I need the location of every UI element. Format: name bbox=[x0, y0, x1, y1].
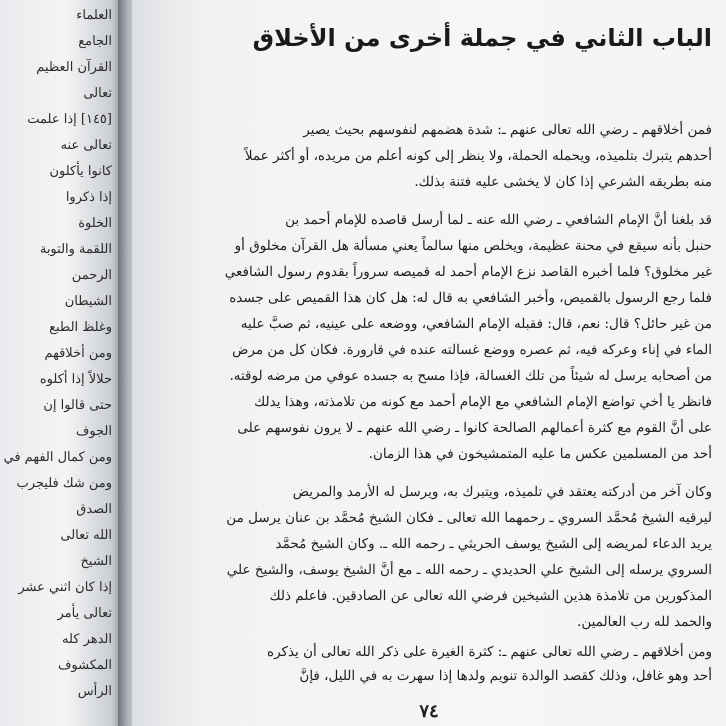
text-line: أحد من المسلمين عكس ما عليه المتمشيخون في هذا الزمان. bbox=[368, 446, 712, 462]
left-page-line: ومن أخلاقهم bbox=[44, 346, 112, 361]
text-line: على أنَّ القوم مع كثرة أعمالهم الصالحة كانوا ـ رضي الله عنهم ـ لا يرون نفوسهم على bbox=[237, 420, 712, 436]
text-line: منه بطريقه الشرعي إذا كان لا يخشى عليه فتنة بذلك. bbox=[414, 174, 712, 190]
left-page-line: القرآن العظيم bbox=[36, 60, 112, 75]
left-page-line: إذا ذكروا bbox=[65, 190, 112, 205]
left-page-line: الجامع bbox=[78, 34, 112, 49]
left-page bbox=[0, 0, 122, 726]
text-line: الماء في إناء وعركه فيه، ثم عصره ووضع غسالته عنده في قارورة. فكان كل من مرض bbox=[232, 342, 712, 358]
text-line: فلما رجع الرسول بالقميص، وأخبر الشافعي به قال له: هل كان هذا القميص على جسده bbox=[229, 290, 712, 306]
left-page-line: ومن شك فليجرب bbox=[16, 476, 112, 491]
left-page-line: كانوا يأكلون bbox=[49, 164, 112, 179]
text-line: ليرقيه الشيخ مُحمَّد السروي ـ رحمهما الله تعالى ـ فكان الشيخ مُحمَّد بن عنان يرسل من bbox=[226, 510, 712, 526]
text-line: أحدهم يتبرك بتلميذه، ويحمله الحملة، ولا ينظر إلى كونه أعلم من مريده، أو أكثر عملاً bbox=[244, 148, 712, 164]
left-page-line: العلماء bbox=[76, 8, 112, 23]
text-line: ومن أخلاقهم ـ رضي الله تعالى عنهم ـ: كثرة الغيرة على ذكر الله تعالى أن يذكره bbox=[267, 644, 712, 660]
left-page-line: حتى قالوا إن bbox=[43, 398, 112, 413]
text-line: فانظر يا أخي تواضع الإمام الشافعي مع الإمام أحمد مع كونه من تلامذته، وهذا يدلك bbox=[254, 394, 712, 410]
left-page-line: ومن كمال الفهم في bbox=[3, 450, 112, 465]
left-page-line: اللقمة والتوبة bbox=[39, 242, 112, 257]
left-page-line: تعالى bbox=[83, 86, 112, 101]
text-line: أحد وهو غافل، وذلك كقصد الوالدة تنويم ولدها إذا سهرت به في الليل، فإنَّ bbox=[299, 668, 712, 684]
text-line: غير مخلوق؟ فلما أخبره القاصد نزع الإمام أحمد له قميصه سروراً بقدوم رسول الشافعي bbox=[224, 264, 712, 280]
text-line: والحمد لله رب العالمين. bbox=[577, 614, 712, 630]
chapter-title: الباب الثاني في جملة أخرى من الأخلاق bbox=[252, 24, 712, 52]
left-page-line: حلالاً إذا أكلوه bbox=[39, 372, 112, 387]
left-page-line: الصدق bbox=[76, 502, 112, 517]
text-line: المذكورين من تلامذة هذين الشيخين فرضي الله تعالى عن الصادقين. فاعلم ذلك bbox=[269, 588, 712, 604]
left-page-line: وغلظ الطبع bbox=[49, 320, 112, 335]
right-page bbox=[132, 0, 726, 726]
left-page-line: [١٤٥] إذا علمت bbox=[27, 112, 112, 127]
page-number: ٧٤ bbox=[419, 701, 439, 722]
text-line: السروي يرسله إلى الشيخ علي الحديدي ـ رحمه الله ـ مع أنَّ الشيخ يوسف، والشيخ علي bbox=[226, 562, 712, 578]
text-line: فمن أخلاقهم ـ رضي الله تعالى عنهم ـ: شدة هضمهم لنفوسهم بحيث يصير bbox=[303, 122, 712, 138]
text-line: من غير حائل؟ قال: نعم، قال: فقبله الإمام الشافعي، ووضعه على عينيه، ثم صبَّ عليه bbox=[240, 316, 712, 332]
left-page-line: الله تعالى bbox=[60, 528, 112, 543]
left-page-line: الدهر كله bbox=[61, 632, 112, 647]
left-page-line: الخلوة bbox=[78, 216, 112, 231]
left-page-line: المكشوف bbox=[57, 658, 112, 673]
left-page-line: تعالى عنه bbox=[60, 138, 112, 153]
text-line: يريد الدعاء لمريضه إلى الشيخ يوسف الحريثي ـ رحمه الله ـ. وكان الشيخ مُحمَّد bbox=[275, 536, 712, 552]
text-line: حنبل بأنه سيقع في محنة عظيمة، ويخلص منها سالماً يعني مسألة هل القرآن مخلوق أو bbox=[234, 238, 712, 254]
text-line: وكان آخر من أدركته يعتقد في تلميذه، ويتبرك به، ويرسل له الأرمد والمريض bbox=[292, 484, 712, 500]
left-page-line: الشيطان bbox=[64, 294, 112, 309]
left-page-line: الجوف bbox=[75, 424, 112, 439]
text-line: قد بلغنا أنَّ الإمام الشافعي ـ رضي الله عنه ـ لما أرسل قاصده للإمام أحمد بن bbox=[285, 212, 712, 228]
left-page-line: الشيخ bbox=[80, 554, 112, 569]
text-line: من أصحابه يرسل له شيئاً من تلك الغسالة، فإذا مسح به جسده عوفي من مرضه لوقته. bbox=[229, 368, 712, 384]
left-page-line: الرحمن bbox=[71, 268, 112, 283]
left-page-line: إذا كان اثني عشر bbox=[18, 580, 112, 595]
left-page-line: الرأس bbox=[77, 684, 112, 699]
left-page-line: تعالى يأمر bbox=[57, 606, 112, 621]
